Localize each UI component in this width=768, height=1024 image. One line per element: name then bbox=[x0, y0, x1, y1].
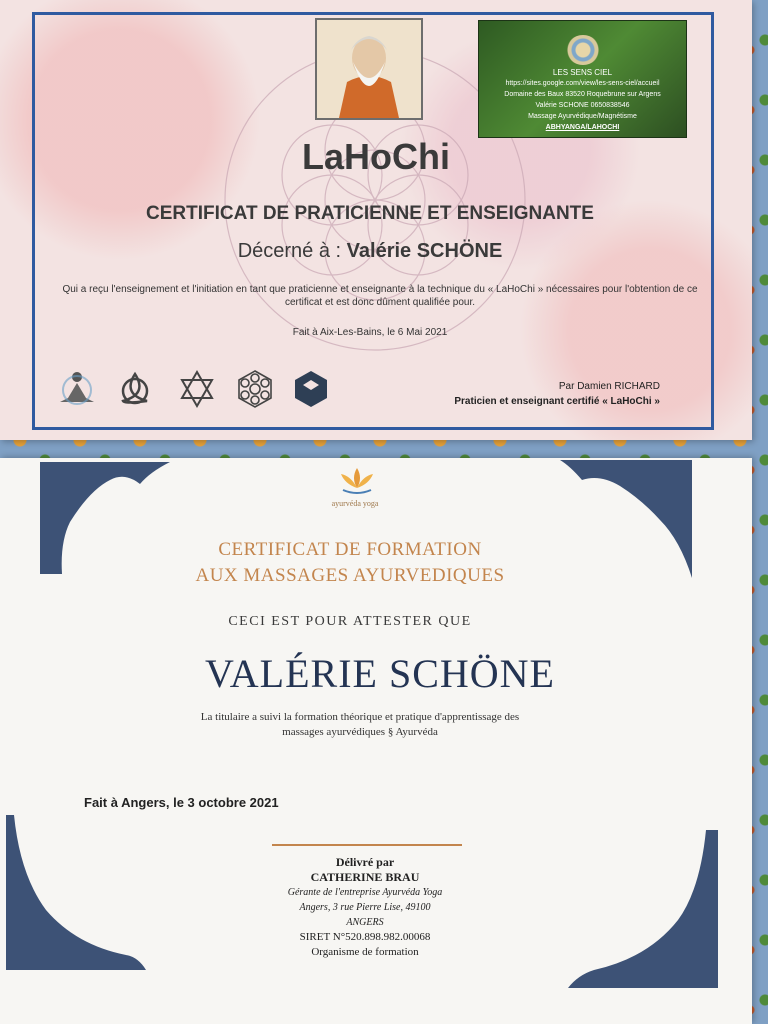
master-portrait bbox=[315, 18, 423, 120]
awarded-prefix: Décerné à : bbox=[237, 240, 347, 262]
card-services-2: ABHYANGA/LAHOCHI bbox=[545, 124, 620, 131]
issuer-siret: SIRET N°520.898.982.00068 bbox=[299, 931, 431, 943]
certificate-body: La titulaire a suivi la formation théorique et pratique d'apprentissage des massages ayurvédiques § Ayurvéda bbox=[200, 711, 520, 738]
awarded-line bbox=[0, 240, 740, 263]
certificate-date: Fait à Aix-Les-Bains, le 6 Mai 2021 bbox=[292, 327, 448, 338]
certificate-title: LaHoChi bbox=[302, 136, 450, 177]
issuer-city: ANGERS bbox=[346, 917, 384, 928]
card-url: https://sites.google.com/view/les-sens-ciel/accueil bbox=[505, 80, 660, 87]
signature-block bbox=[380, 379, 660, 409]
signer-title: Praticien et enseignant certifié « LaHoChi » bbox=[454, 396, 660, 407]
divider bbox=[272, 844, 462, 846]
certificate-title bbox=[100, 537, 600, 589]
card-brand: LES SENS CIEL bbox=[552, 68, 613, 77]
logo-label: ayurvéda yoga bbox=[331, 499, 379, 508]
lotus-logo-icon bbox=[337, 466, 377, 496]
certificate-subtitle: CERTIFICAT DE PRATICIENNE ET ENSEIGNANTE bbox=[146, 203, 594, 224]
lahochi-certificate bbox=[0, 0, 752, 440]
issuer-role: Gérante de l'entreprise Ayurvéda Yoga bbox=[287, 887, 443, 898]
awarded-name: Valérie SCHÖNE bbox=[346, 240, 503, 262]
attest-line: CECI EST POUR ATTESTER QUE bbox=[228, 614, 472, 629]
card-address: Domaine des Baux 83520 Roquebrune sur Argens bbox=[504, 91, 661, 98]
certificate-body: Qui a reçu l'enseignement et l'initiation en tant que praticienne et enseignante à la technique du « LaHoChi » nécessaires pour l'obtention de ce certificat et est donc dûment qualifiée pour. bbox=[62, 284, 698, 308]
metatron-cube-icon bbox=[234, 368, 276, 410]
signer-name: Par Damien RICHARD bbox=[558, 381, 660, 392]
certificate-date: Fait à Angers, le 3 octobre 2021 bbox=[84, 795, 279, 810]
issuer-block bbox=[250, 855, 480, 960]
merkaba-star-icon bbox=[176, 368, 218, 410]
corner-ornament-bottom-right bbox=[568, 830, 718, 988]
business-card bbox=[478, 20, 687, 138]
recipient-name: VALÉRIE SCHÖNE bbox=[205, 651, 555, 696]
hexagon-cube-icon bbox=[290, 368, 332, 410]
corner-ornament-bottom-left bbox=[6, 815, 146, 970]
issuer-address: Angers, 3 rue Pierre Lise, 49100 bbox=[299, 902, 431, 913]
title-line-1: CERTIFICAT DE FORMATION bbox=[218, 539, 482, 560]
meditation-figure-icon bbox=[56, 368, 98, 410]
issuer-name: CATHERINE BRAU bbox=[310, 870, 420, 884]
mandala-logo-icon bbox=[566, 35, 600, 65]
triquetra-icon bbox=[114, 368, 156, 410]
delivered-by: Délivré par bbox=[335, 855, 395, 869]
card-contact: Valérie SCHONE 0650838546 bbox=[535, 102, 630, 109]
issuer-organism: Organisme de formation bbox=[311, 946, 419, 958]
card-services: Massage Ayurvédique/Magnétisme bbox=[528, 113, 637, 120]
title-line-2: AUX MASSAGES AYURVEDIQUES bbox=[195, 565, 505, 586]
